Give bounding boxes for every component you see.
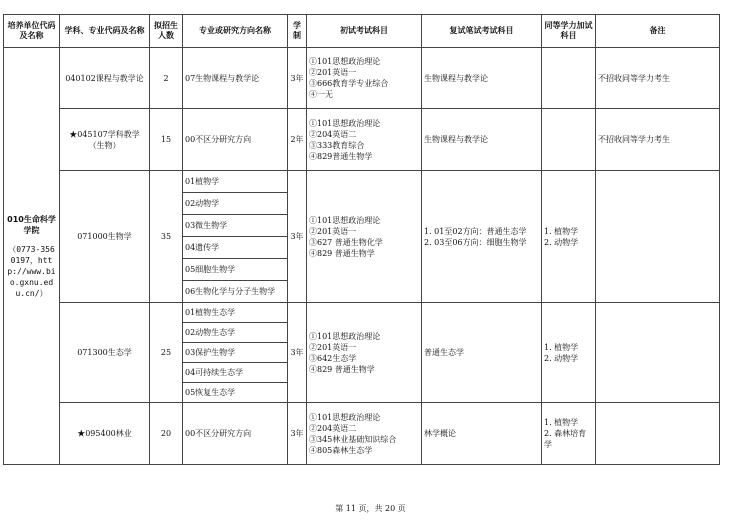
exam-subject: ②201英语一 [309, 68, 357, 77]
extra-subject: 1. 植物学 [544, 342, 579, 352]
direction-item: 03保护生物学 [183, 343, 287, 363]
quota-cell: 20 [150, 403, 183, 465]
note-cell [596, 403, 720, 465]
direction-item: 07生物课程与教学论 [185, 73, 260, 83]
header-exam: 初试考试科目 [307, 15, 422, 48]
direction-cell [183, 303, 288, 403]
duration-cell: 2年 [288, 109, 307, 171]
exam-subject: ④一无 [309, 90, 333, 99]
extra-cell [542, 403, 596, 465]
retest-subject: 1. 01至02方向：普通生态学 [424, 226, 527, 236]
exam-subject: ①101思想政治理论 [309, 57, 381, 66]
duration-cell: 3年 [288, 403, 307, 465]
direction-item: 02动物学 [183, 193, 287, 215]
retest-subject: 生物课程与教学论 [424, 73, 488, 83]
exam-subject: ③345林业基础知识综合 [309, 434, 397, 444]
exam-subject: ③627 普通生物化学 [309, 237, 383, 247]
quota-cell: 2 [150, 48, 183, 109]
header-quota: 拟招生人数 [150, 15, 183, 48]
quota-cell: 15 [150, 109, 183, 171]
table-row [4, 171, 720, 303]
extra-cell [542, 171, 596, 303]
table-row [4, 403, 720, 465]
exam-subject: ④829普通生物学 [309, 151, 373, 161]
direction-item: 06生物化学与分子生物学 [183, 281, 287, 303]
header-extra: 同等学力加试科目 [542, 15, 596, 48]
exam-cell [307, 403, 422, 465]
direction-cell [183, 109, 288, 171]
exam-subject: ③666教育学专业综合 [309, 79, 389, 88]
header-unit: 培养单位代码及名称 [4, 15, 60, 48]
direction-cell [183, 403, 288, 465]
exam-cell [307, 171, 422, 303]
duration-cell: 3年 [288, 171, 307, 303]
unit-cell [4, 48, 60, 465]
exam-subject: ④829 普通生物学 [309, 248, 375, 258]
exam-subject: ①101思想政治理论 [309, 331, 381, 341]
table-row [4, 303, 720, 403]
extra-subject: 2. 森林培育学 [544, 429, 587, 449]
direction-cell [183, 48, 288, 109]
retest-subject: 林学概论 [424, 429, 456, 438]
exam-subject: ③642生态学 [309, 353, 357, 363]
exam-subject: ④829 普通生物学 [309, 364, 375, 374]
exam-subject: ②201英语一 [309, 342, 357, 352]
exam-subject: ①101思想政治理论 [309, 118, 381, 128]
extra-subject: 2. 动物学 [544, 237, 579, 247]
exam-cell [307, 109, 422, 171]
retest-subject: 普通生态学 [424, 348, 464, 357]
unit-name: 010生命科学学院 [7, 214, 56, 235]
exam-subject: ①101思想政治理论 [309, 412, 381, 422]
page-footer: 第 11 页，共 20 页 [335, 504, 406, 513]
direction-item: 00不区分研究方向 [185, 135, 252, 144]
direction-item: 05恢复生态学 [183, 383, 287, 403]
table-row [4, 109, 720, 171]
extra-subject: 1. 植物学 [544, 226, 579, 236]
retest-cell [422, 403, 542, 465]
quota-cell: 35 [150, 171, 183, 303]
duration-cell: 3年 [288, 303, 307, 403]
exam-subject: ②201英语一 [309, 226, 357, 236]
duration-cell: 3年 [288, 48, 307, 109]
retest-cell [422, 109, 542, 171]
table-row [4, 48, 720, 109]
quota-cell: 25 [150, 303, 183, 403]
extra-cell [542, 48, 596, 109]
retest-cell [422, 171, 542, 303]
exam-cell [307, 303, 422, 403]
header-direction: 专业或研究方向名称 [183, 15, 288, 48]
retest-cell [422, 48, 542, 109]
direction-item: 01植物生态学 [183, 303, 287, 323]
note-cell: 不招收同等学力考生 [596, 48, 720, 109]
extra-cell [542, 109, 596, 171]
direction-item: 04可持续生态学 [183, 363, 287, 383]
extra-cell [542, 303, 596, 403]
note-cell [596, 303, 720, 403]
major-cell: ★045107学科教学（生物） [60, 109, 150, 171]
direction-item: 05细胞生物学 [183, 259, 287, 281]
direction-item: 00不区分研究方向 [185, 429, 252, 438]
major-cell: 040102课程与教学论 [60, 48, 150, 109]
header-duration: 学制 [288, 15, 307, 48]
direction-item: 02动物生态学 [183, 323, 287, 343]
exam-cell [307, 48, 422, 109]
exam-subject: ①101思想政治理论 [309, 215, 381, 225]
extra-subject: 1. 植物学 [544, 418, 579, 427]
direction-item: 01植物学 [183, 171, 287, 193]
header-major: 学科、专业代码及名称 [60, 15, 150, 48]
header-retest: 复试笔试考试科目 [422, 15, 542, 48]
note-cell: 不招收同等学力考生 [596, 109, 720, 171]
exam-subject: ④805森林生态学 [309, 445, 373, 455]
direction-item: 04遗传学 [183, 237, 287, 259]
retest-cell [422, 303, 542, 403]
header-note: 备注 [596, 15, 720, 48]
direction-cell [183, 171, 288, 303]
admission-table [3, 14, 720, 465]
exam-subject: ②204英语二 [309, 423, 357, 433]
header-row [4, 15, 720, 48]
direction-item: 03微生物学 [183, 215, 287, 237]
retest-subject: 生物课程与教学论 [424, 135, 488, 144]
unit-contact: （0773-3560197，http://www.bio.gxnu.edu.cn/） [7, 244, 56, 298]
major-cell: 071300生态学 [60, 303, 150, 403]
note-cell [596, 171, 720, 303]
extra-subject: 2. 动物学 [544, 353, 579, 363]
exam-subject: ②204英语二 [309, 129, 357, 139]
major-cell: ★095400林业 [60, 403, 150, 465]
retest-subject: 2. 03至06方向：细胞生物学 [424, 237, 527, 247]
exam-subject: ③333教育综合 [309, 140, 365, 150]
major-cell: 071000生物学 [60, 171, 150, 303]
